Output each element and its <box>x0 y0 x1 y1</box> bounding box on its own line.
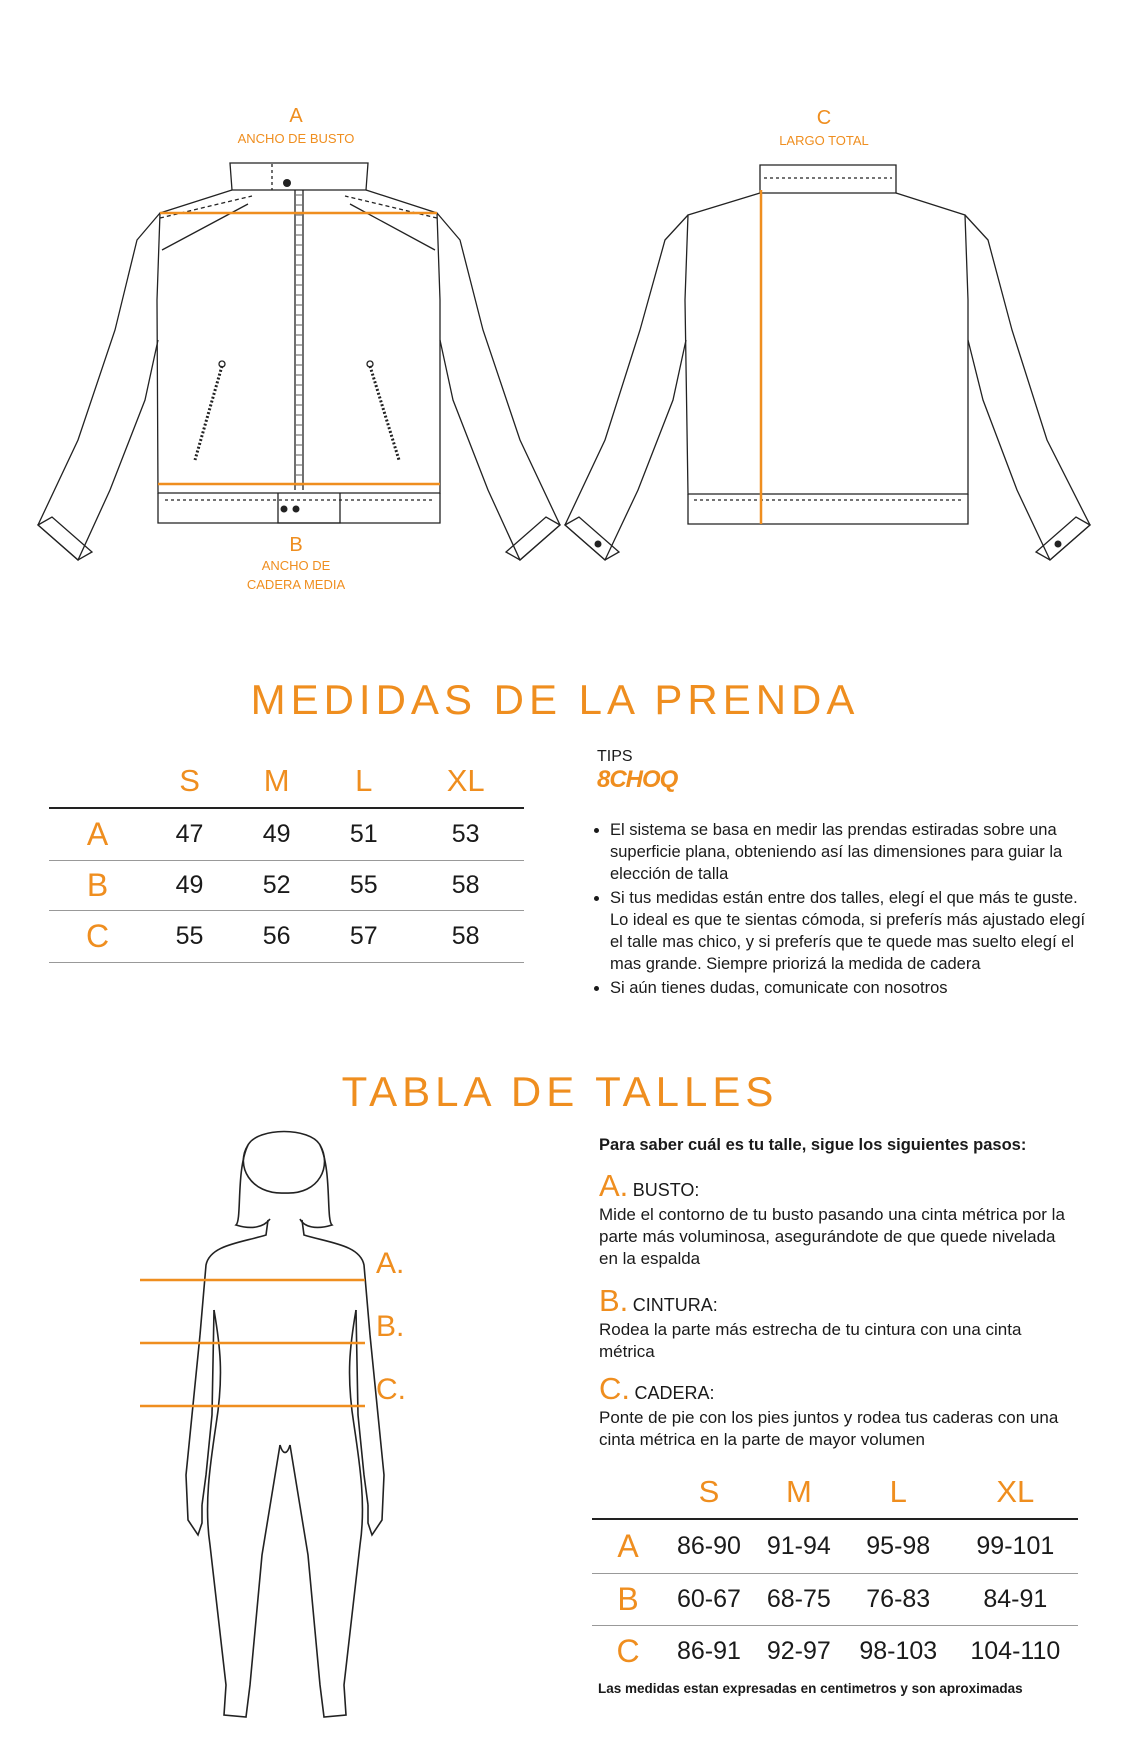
back-label-letter: C <box>816 107 832 129</box>
tip-item: • Si tus medidas están entre dos talles, elegí el que más te guste. Lo ideal es que te sientas cómoda, si preferís más ajustado elegí el talle mas chico, y si preferís que te quede mas suelto elegí el mas grande. Siempre priorizá la medida de cadera <box>610 887 1090 975</box>
table-cell: 49 <box>146 860 233 910</box>
table-row <box>49 808 524 860</box>
table-cell: 104-110 <box>953 1625 1078 1677</box>
tips-list <box>596 819 1090 1001</box>
body-table-title: TABLA DE TALLES <box>341 1068 779 1115</box>
size-header: L <box>844 1466 953 1519</box>
row-label: B <box>592 1573 664 1625</box>
hip-label-line1: ANCHO DE <box>261 558 331 573</box>
jacket-illustrations <box>0 0 1121 620</box>
table-cell: 58 <box>407 910 524 962</box>
step-name: BUSTO: <box>632 1180 700 1200</box>
table-cell: 86-91 <box>664 1625 754 1677</box>
size-header: S <box>664 1466 754 1519</box>
figure-label-a: A. <box>376 1247 405 1280</box>
size-header: L <box>320 755 407 808</box>
table-cell: 55 <box>320 860 407 910</box>
hip-label-line2: CADERA MEDIA <box>246 577 346 592</box>
step-busto <box>599 1168 1079 1270</box>
size-header: S <box>146 755 233 808</box>
table-cell: 47 <box>175 819 204 848</box>
row-label: A <box>617 1527 639 1564</box>
table-row <box>592 1625 1078 1677</box>
step-name: CINTURA: <box>632 1295 718 1315</box>
figure-label-c: C. <box>376 1373 406 1406</box>
brand-logo: 8CHOQ <box>597 766 678 793</box>
garment-size-table <box>49 755 524 963</box>
table-cell: 92-97 <box>754 1625 844 1677</box>
size-header: XL <box>407 755 524 808</box>
table-row <box>49 910 524 962</box>
size-header: M <box>754 1466 844 1519</box>
table-cell: 49 <box>262 819 291 848</box>
table-cell: 98-103 <box>844 1625 953 1677</box>
row-label: B <box>49 860 146 910</box>
step-desc: Rodea la parte más estrecha de tu cintura con una cinta métrica <box>599 1320 1022 1361</box>
body-table-header <box>592 1466 1078 1519</box>
footnote: Las medidas estan expresadas en centimetros y son aproximadas <box>598 1681 1023 1696</box>
jacket-front <box>38 163 560 560</box>
table-row <box>592 1573 1078 1625</box>
step-cadera <box>599 1371 1079 1451</box>
garment-table-title: MEDIDAS DE LA PRENDA <box>250 676 860 723</box>
table-cell: 57 <box>320 910 407 962</box>
table-row <box>49 860 524 910</box>
row-label: C <box>49 910 146 962</box>
back-label-text: LARGO TOTAL <box>779 133 869 148</box>
table-cell: 56 <box>233 910 320 962</box>
tip-item: • El sistema se basa en medir las prendas estiradas sobre una superficie plana, obteniendo así las dimensiones para guiar la elección de talla <box>610 819 1090 885</box>
step-desc: Ponte de pie con los pies juntos y rodea tus caderas con una cinta métrica en la parte de mayor volumen <box>599 1408 1059 1449</box>
tip-item: • Si aún tienes dudas, comunicate con nosotros <box>610 977 1090 999</box>
row-label: A <box>86 815 109 852</box>
size-header: M <box>233 755 320 808</box>
hip-label-letter: B <box>289 534 303 556</box>
size-header: XL <box>953 1466 1078 1519</box>
row-label: C <box>592 1625 664 1677</box>
table-cell: 99-101 <box>976 1531 1055 1560</box>
table-row <box>592 1519 1078 1573</box>
table-cell: 58 <box>407 860 524 910</box>
table-cell: 60-67 <box>664 1573 754 1625</box>
table-cell: 84-91 <box>953 1573 1078 1625</box>
table-cell: 86-90 <box>676 1531 741 1560</box>
front-label-text: ANCHO DE BUSTO <box>237 131 355 146</box>
jacket-back <box>565 165 1090 560</box>
body-size-table <box>592 1466 1078 1677</box>
table-cell: 76-83 <box>844 1573 953 1625</box>
table-cell: 55 <box>146 910 233 962</box>
table-cell: 52 <box>233 860 320 910</box>
table-cell: 51 <box>349 819 378 848</box>
front-label-letter: A <box>289 105 303 127</box>
step-name: CADERA: <box>634 1383 715 1403</box>
step-letter: A. <box>599 1168 629 1203</box>
steps-intro: Para saber cuál es tu talle, sigue los siguientes pasos: <box>599 1136 1027 1154</box>
step-letter: B. <box>599 1283 629 1318</box>
garment-table-header <box>49 755 524 808</box>
body-figure <box>140 1125 430 1745</box>
table-cell: 68-75 <box>754 1573 844 1625</box>
step-cintura <box>599 1283 1079 1363</box>
table-cell: 91-94 <box>766 1531 831 1560</box>
table-cell: 95-98 <box>866 1531 931 1560</box>
figure-label-b: B. <box>376 1310 405 1343</box>
step-letter: C. <box>599 1371 630 1406</box>
tips-heading: TIPS <box>597 748 633 765</box>
step-desc: Mide el contorno de tu busto pasando una cinta métrica por la parte más voluminosa, asegurándote de que quede nivelada en la espalda <box>599 1205 1065 1268</box>
table-cell: 53 <box>451 819 480 848</box>
